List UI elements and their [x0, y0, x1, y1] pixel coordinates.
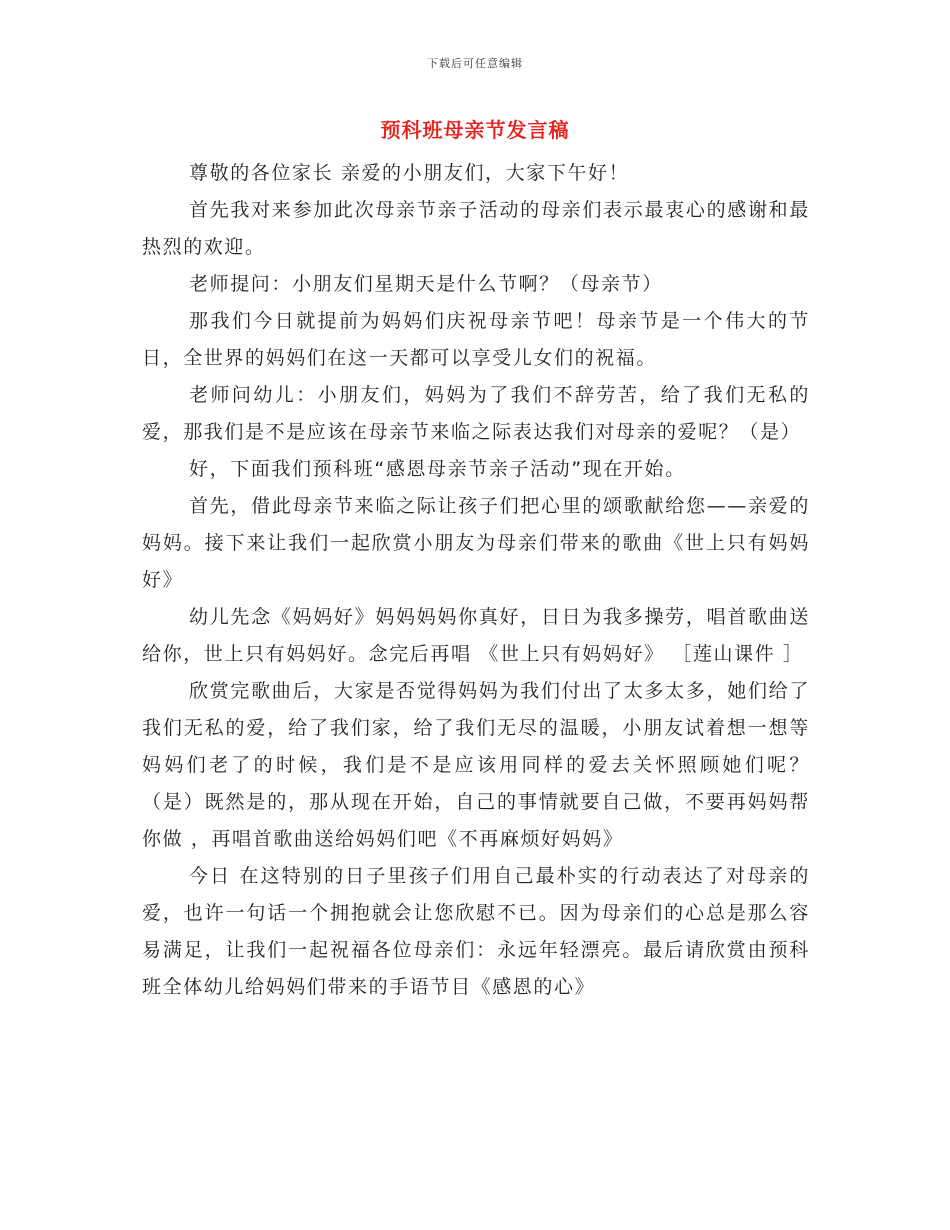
header-note: 下载后可任意编辑 — [427, 57, 523, 70]
paragraph: 尊敬的各位家长 亲爱的小朋友们，大家下午好！ — [189, 162, 630, 184]
paragraph: 老师问幼儿：小朋友们，妈妈为了我们不辞劳苦，给了我们无私的爱，那我们是不是应该在母亲节来临之际表达我们对母亲的爱呢？（是） — [142, 384, 810, 443]
paragraph: 欣赏完歌曲后，大家是否觉得妈妈为我们付出了太多太多，她们给了我们无私的爱，给了我们家，给了我们无尽的温暖，小朋友试着想一想等妈妈们老了的时候，我们是不是应该用同样的爱去关怀照顾她们呢？（是）既然是的，那从现在开始，自己的事情就要自己做，不要再妈妈帮你做 ，再唱首歌曲送给妈妈们吧《不再麻烦好妈妈》 — [142, 680, 810, 850]
paragraph: 好，下面我们预科班“感恩母亲节亲子活动”现在开始。 — [189, 458, 686, 480]
document-body — [142, 155, 810, 1006]
paragraph: 今日 在这特别的日子里孩子们用自己最朴实的行动表达了对母亲的爱，也许一句话一个拥抱就会让您欣慰不已。因为母亲们的心总是那么容易满足，让我们一起祝福各位母亲们：永远年轻漂亮。最后请欣赏由预科班全体幼儿给妈妈们带来的手语节目《感恩的心》 — [142, 865, 810, 998]
paragraph: 幼儿先念《妈妈好》妈妈妈妈你真好，日日为我多操劳，唱首歌曲送给你，世上只有妈妈好。念完后再唱 《世上只有妈妈好》 ［莲山课件 ］ — [142, 606, 810, 665]
paragraph: 首先我对来参加此次母亲节亲子活动的母亲们表示最衷心的感谢和最热烈的欢迎。 — [142, 199, 810, 258]
document-title: 预科班母亲节发言稿 — [380, 118, 570, 142]
paragraph: 首先，借此母亲节来临之际让孩子们把心里的颂歌献给您——亲爱的妈妈。接下来让我们一起欣赏小朋友为母亲们带来的歌曲《世上只有妈妈好》 — [142, 495, 810, 591]
paragraph: 老师提问：小朋友们星期天是什么节啊？（母亲节） — [189, 273, 663, 295]
paragraph: 那我们今日就提前为妈妈们庆祝母亲节吧！母亲节是一个伟大的节日，全世界的妈妈们在这一天都可以享受儿女们的祝福。 — [142, 310, 810, 369]
